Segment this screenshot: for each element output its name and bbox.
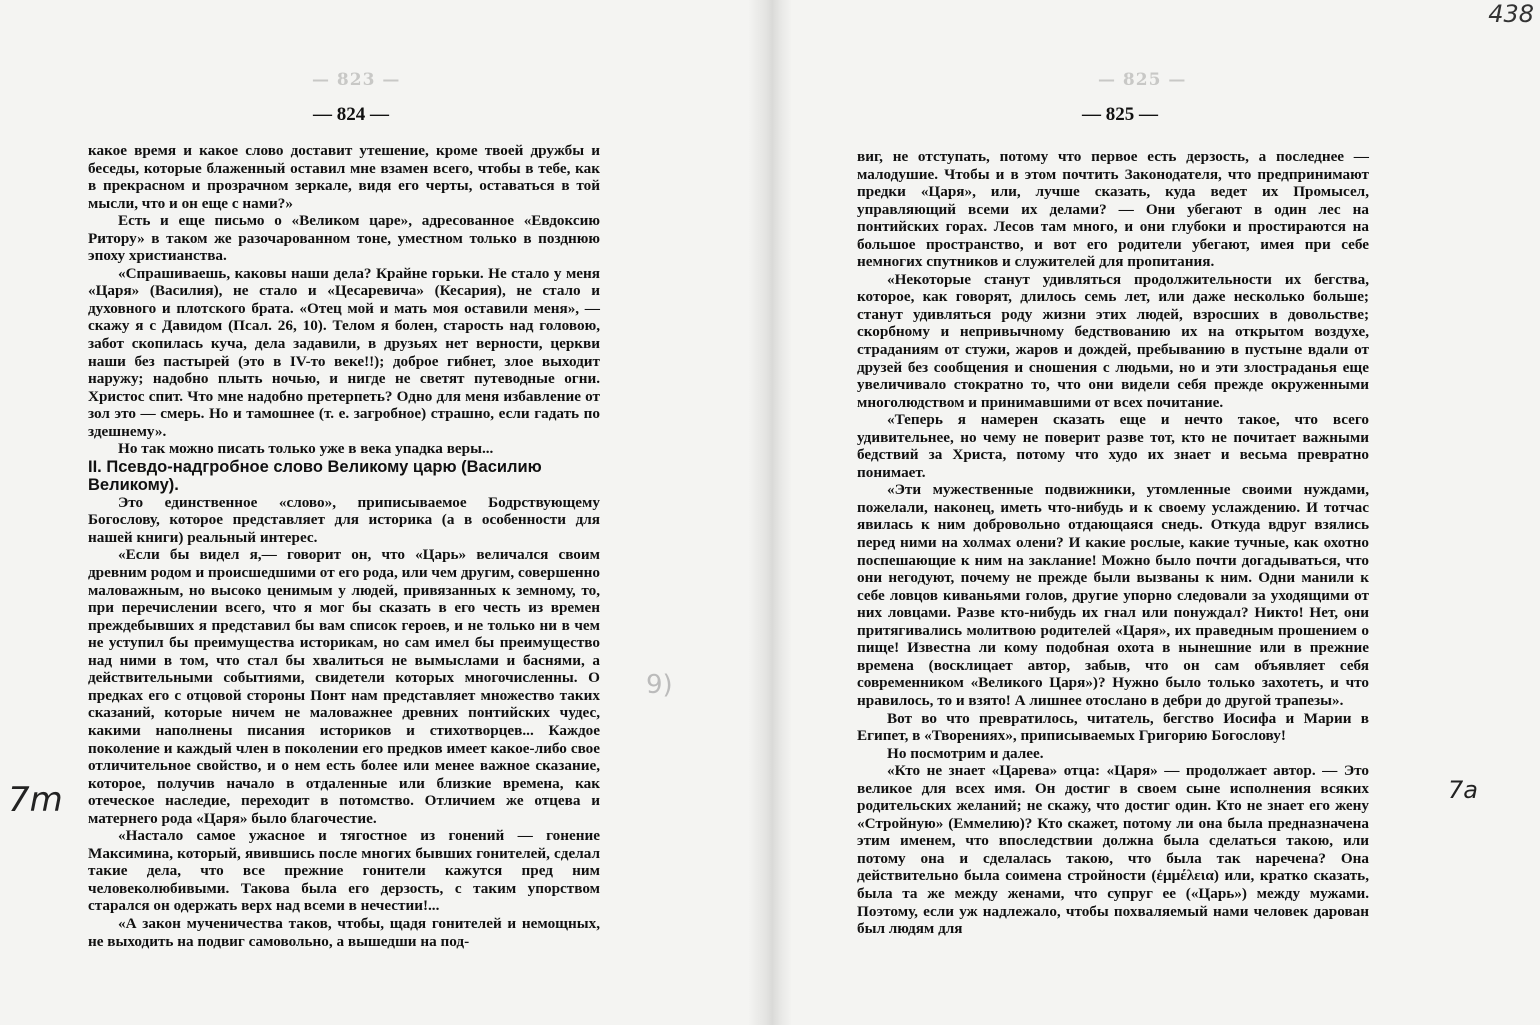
paragraph: Это единственное «слово», приписываемое Бодрствующему Богослову, которое представляет для историка (а в особенности для нашей книги) реальный интерес. [88,493,600,546]
text-column [857,148,1369,938]
ghost-page-number: — 823 — [312,70,401,90]
margin-note-right: 7a [1448,776,1478,804]
page-number: — 824 — [313,104,389,125]
margin-note-left: 7m [8,780,63,820]
ghost-page-number: — 825 — [1098,70,1187,90]
paragraph: «А закон мученичества таков, чтобы, щадя гонителей и немощных, не выходить на подвиг самовольно, а вышедши на под- [88,914,600,950]
paragraph: «Кто не знает «Царева» отца: «Царя» — продолжает автор. — Это великое для всех имя. Он достиг в своем сыне исполнения всяких родительских желаний; не скажу, что достиг один. Кто не знает его жену «Стройную» (Еммелию)? Кто скажет, потому ли она была предназначена этим именем, что впоследствии должна была сделаться такою, или потому она и сделалась такою, что была так наречена? Она действительно была соимена стройности (ἐμμέλεια) или, кратко сказать, была та же между женами, что супруг ее («Царь») между мужами. Поэтому, если уж надлежало, чтобы похваляемый нами человек дарован был людям для [857,762,1369,938]
archive-number: 438 [1488,0,1534,28]
book-gutter [748,0,792,1025]
paragraph: «Спрашиваешь, каковы наши дела? Крайне горьки. Не стало у меня «Царя» (Василия), не стало и «Цесаревича» (Кесария), не стало и духовного и плотского брата. «Отец мой и мать моя оставили меня», — скажу я с Давидом (Псал. 26, 10). Телом я болен, старость над головою, забот скопилась куча, дела задавили, в друзьях нет верности, церкви наши без пастырей (это в IV-то веке!!); доброе гибнет, злое выходит наружу; надобно плыть ночью, и нигде не светят путеводные огни. Христос спит. Что мне надобно претерпеть? Одно для меня избавление от зол это — смерь. Но и тамошнее (т. е. загробное) страшно, если гадать по здешнему». [88,264,600,440]
paragraph: «Если бы видел я,— говорит он, что «Царь» величался своим древним родом и происшедшими от его рода, или чем другим, совершенно маловажным, но высоко ценимым у людей, привязанных к земному, то, при перечислении всего, что я мог бы сказать в его честь из времен преждебывших я представил бы вам список героев, и не только ни в чем не уступил бы преимущества историкам, но сам имел бы преимущество над ними в том, что стал бы хвалиться не вымыслами и баснями, а действительными событиями, свидетели которых многочисленны. О предках его с отцовой стороны Понт нам представляет множество таких сказаний, которые ничем не маловажнее древних понтийских чудес, какими наполнены писания историков и стихотворцев... Каждое поколение и каждый член в поколении его предков имеет какое-либо свое отличительное свойство, и о нем есть более или менее важное сказание, которое, получив начало в отдаленные или близкие времена, как отеческое наследие, переходит в потомство. Отличием же отцева и матернего рода «Царя» было благочестие. [88,546,600,827]
paragraph: Но так можно писать только уже в века упадка веры... [118,440,494,458]
text-column [88,142,600,950]
left-page [0,0,748,1025]
paragraph: какое время и какое слово доставит утешение, кроме твоей дружбы и беседы, которые блаженный оставил мне взамен всего, чтобы в тебе, как в прекрасном и прозрачном зеркале, видя его черты, оставаться в той мысли, что и он еще с нами?» [88,142,600,212]
page-number: — 825 — [1082,104,1158,125]
paragraph: Вот во что превратилось, читатель, бегство Иосифа и Марии в Египет, в «Творениях», приписываемых Григорию Богослову! [857,709,1369,745]
paragraph: «Настало самое ужасное и тягостное из гонений — гонение Максимина, который, явившись после многих бывших гонителей, сделал такие дела, что все прежние гонители кажутся пред ним человеколюбивыми. Такова была его дерзость, с таким упорством старался он одержать верх над всеми в нечестии!... [88,827,600,915]
paragraph: Есть и еще письмо о «Великом царе», адресованное «Евдоксию Ритору» в таком же разочарованном тоне, уместном только в позднюю эпоху христианства. [88,212,600,265]
paragraph: «Некоторые станут удивляться продолжительности их бегства, которое, как говорят, длилось семь лет, или даже несколько больше; станут удивляться роду жизни этих людей, взросших в довольстве; скорбному и непривычному бедствованию их на открытом воздухе, страданиям от стужи, жаров и дождей, пребыванию в пустыне вдали от друзей без сообщения и сношения с людьми, но и эти злостраданья еще увеличивало стократно то, что они видели себя прежде окруженными многолюдством и принимавшими от всех почитание. [857,270,1369,411]
paragraph: «Теперь я намерен сказать еще и нечто такое, что всего удивительнее, но чему не поверит разве тот, кто не почитает важными бедствий за Христа, потому что худо их знает и весьма превратно понимает. [857,411,1369,481]
section-heading: II. Псевдо-надгробное слово Великому царю (Василию Великому). [88,457,542,494]
paragraph: Но посмотрим и далее. [887,744,1044,762]
paragraph: «Эти мужественные подвижники, утомленные своими нуждами, пожелали, наконец, иметь что-нибудь и к своему услаждению. И тотчас явилась к ним добровольно отдающаяся снедь. Откуда вдруг взялись перед ними на холмах олени? И какие рослые, какие тучные, как охотно поспешающие к ним на заклание! Можно было почти догадываться, что они негодуют, почему не прежде были вызваны к ним. Одни манили к себе ловцов киваньями голов, другие упорно следовали за уходящими от них ловцами. Разве кто-нибудь их гнал или понуждал? Никто! Нет, они притягивались молитвою родителей «Царя», их праведным прошением о пище! Известна ли кому подобная охота в нынешние или в прежние времена (восклицает автор, забыв, что он сам объявляет себя современником «Великого Царя»)? Нужно было только захотеть, и что нравилось, то и взято! А лишнее отослано в дебри до другой трапезы». [857,481,1369,709]
paragraph: виг, не отступать, потому что первое есть дерзость, а последнее — малодушие. Чтобы и в этом почтить Законодателя, что предпринимают предки «Царя», или, лучше сказать, куда ведет их Промысел, управляющий всеми их делами? — Они убегают в один лес на понтийских горах. Лесов там много, и они глубоки и простираются на большое пространство, и вот его родители убегают, имея при себе немногих спутников и служителей для пропитания. [857,148,1369,271]
right-page [792,0,1540,1025]
ink-smudge: 9) [646,670,673,700]
